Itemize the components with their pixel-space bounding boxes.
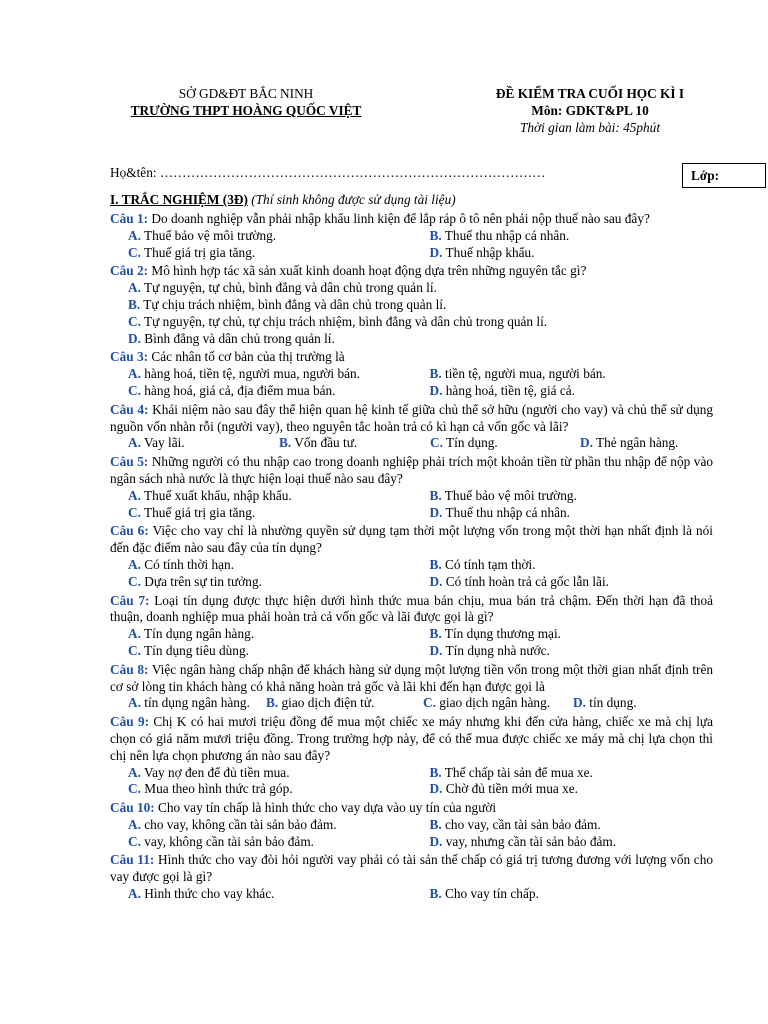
option-b: B. Vốn đầu tư.: [278, 435, 358, 451]
question: [110, 800, 713, 850]
option-d: D. hàng hoá, tiền tệ, giá cả.: [429, 382, 575, 398]
question-text: Chị K có hai mươi triệu đồng để mua một chiếc xe máy nhưng khi đến cửa hàng, chiếc xe mà chị lựa chọn có giá năm mươi triệu đồng. Trong trường hợp này, để có thể mua được chiếc xe máy mà chị lựa chọn thì chị nên lựa chọn phương án nào sau đây?: [110, 714, 713, 763]
question-text: Khái niệm nào sau đây thể hiện quan hệ kinh tế giữa chủ thể sở hữu (người cho vay) và chủ thể sử dụng nguồn vốn nhàn rỗi (người vay), theo nguyên tắc hoàn trả có kì hạn cả vốn gốc và lãi?: [110, 401, 714, 434]
question-label: Câu 10:: [110, 800, 155, 816]
section-heading: [110, 192, 720, 208]
student-name-line: Họ&tên: ……………………………………………………………………………: [110, 165, 546, 180]
question-text: Việc ngân hàng chấp nhận để khách hàng sử dụng một lượng tiền vốn trong một thời gian nhất định trên cơ sở lòng tin khách hàng có khả năng hoàn trả gốc và lãi khi đến hạn được gọi là: [110, 661, 714, 694]
option-d: D. Thuế nhập khẩu.: [429, 244, 535, 260]
option-a: A. Có tính thời hạn.: [128, 556, 235, 572]
question-label: Câu 8:: [110, 661, 149, 677]
option-a: A. hàng hoá, tiền tệ, người mua, người bán.: [128, 366, 360, 382]
exam-duration: Thời gian làm bài: 45phút: [519, 120, 661, 135]
option-a: A. Vay nợ đen để đủ tiền mua.: [128, 764, 290, 780]
option-c: C. Tự nguyện, tự chủ, tự chịu trách nhiệm, bình đẳng và dân chủ trong quản lí.: [128, 313, 548, 329]
option-b: B. giao dịch điện tử.: [266, 695, 375, 711]
question: [110, 454, 713, 521]
option-a: A. cho vay, không cần tài sản bảo đảm.: [128, 816, 337, 832]
question: [110, 662, 713, 712]
question-text: Các nhân tố cơ bản của thị trường là: [151, 349, 345, 365]
section-title: I. TRẮC NGHIỆM (3Đ): [110, 192, 248, 207]
question: [110, 402, 713, 452]
option-a: A. Hình thức cho vay khác.: [128, 886, 275, 902]
question-text: Việc cho vay chỉ là nhường quyền sử dụng tạm thời một lượng vốn trong một thời hạn nhất định là nói đến đặc điểm nào sau đây của tín dụng?: [110, 523, 714, 556]
option-c: C. Thuế giá trị gia tăng.: [128, 504, 256, 520]
option-c: C. Tín dụng.: [429, 435, 498, 451]
question-label: Câu 9:: [110, 714, 150, 730]
option-b: B. Có tính tạm thời.: [429, 556, 536, 572]
option-b: B. Cho vay tín chấp.: [429, 886, 539, 902]
question-label: Câu 7:: [110, 592, 150, 608]
question-list: [110, 211, 713, 903]
option-a: A. Thuế bảo vệ môi trường.: [128, 227, 277, 243]
option-a: A. Thuế xuất khẩu, nhập khẩu.: [128, 487, 292, 503]
question: [110, 593, 713, 660]
section-note: (Thí sinh không được sử dụng tài liệu): [251, 192, 456, 207]
question-text: Do doanh nghiệp vẫn phải nhập khẩu linh kiện để lắp ráp ô tô nên phải nộp thuế nào sau đây?: [151, 211, 650, 226]
question-text: Cho vay tín chấp là hình thức cho vay dựa vào uy tín của người: [158, 800, 497, 816]
question-text: Loại tín dụng được thực hiện dưới hình thức mua bán chịu, mua bán trả chậm. Đến thời hạn đã thoả thuận, doanh nghiệp mua phải hoàn trả cả vốn gốc và lãi được gọi là gì?: [110, 592, 713, 625]
header-right: [468, 85, 712, 136]
question-label: Câu 1:: [110, 211, 149, 226]
option-d: D. Thuế thu nhập cá nhân.: [429, 504, 570, 520]
option-c: C. giao dịch ngân hàng.: [423, 695, 551, 711]
question-text: Mô hình hợp tác xã sản xuất kinh doanh hoạt động dựa trên những nguyên tắc gì?: [151, 263, 587, 279]
option-b: B. Tín dụng thương mại.: [429, 626, 561, 642]
question-label: Câu 6:: [110, 523, 149, 539]
option-d: D. tín dụng.: [573, 695, 637, 711]
option-d: D. Bình đẳng và dân chủ trong quản lí.: [128, 330, 335, 346]
option-a: A. tín dụng ngân hàng.: [128, 695, 250, 711]
school-name: TRƯỜNG THPT HOÀNG QUỐC VIỆT: [130, 103, 362, 118]
option-c: C. Mua theo hình thức trả góp.: [128, 781, 293, 797]
option-b: B. Thuế thu nhập cá nhân.: [429, 227, 570, 243]
exam-title: ĐỀ KIỂM TRA CUỐI HỌC KÌ I: [495, 86, 685, 101]
question: [110, 523, 713, 590]
option-b: B. Thuế bảo vệ môi trường.: [429, 487, 577, 503]
option-c: C. hàng hoá, giá cả, địa điểm mua bán.: [128, 382, 336, 398]
question-label: Câu 11:: [110, 852, 155, 868]
option-b: B. Tự chịu trách nhiệm, bình đẳng và dân chủ trong quản lí.: [128, 296, 447, 312]
option-b: B. tiền tệ, người mua, người bán.: [429, 366, 606, 382]
header-left: [112, 85, 380, 119]
question: [110, 211, 713, 261]
question-text: Những người có thu nhập cao trong doanh nghiệp phải trích một khoản tiền từ phần thu nhập để nộp vào ngân sách nhà nước là thực hiện loại thuế nào sau đây?: [110, 454, 713, 486]
question: [110, 263, 713, 347]
option-d: D. vay, nhưng cần tài sản bảo đảm.: [429, 833, 617, 849]
option-d: D. Chờ đủ tiền mới mua xe.: [429, 781, 579, 797]
question-label: Câu 2:: [110, 263, 149, 279]
question-label: Câu 3:: [110, 349, 149, 365]
option-b: B. cho vay, cần tài sản bảo đảm.: [429, 816, 601, 832]
option-c: C. Thuế giá trị gia tăng.: [128, 244, 256, 260]
option-c: C. Tín dụng tiêu dùng.: [128, 642, 249, 658]
option-b: B. Thế chấp tài sản để mua xe.: [429, 764, 593, 780]
question-label: Câu 4:: [110, 401, 149, 417]
question: [110, 852, 713, 902]
option-a: A. Tự nguyện, tự chủ, bình đẳng và dân chủ trong quản lí.: [128, 280, 437, 296]
option-c: C. vay, không cần tài sản bảo đảm.: [128, 833, 314, 849]
option-a: A. Vay lãi.: [128, 435, 185, 451]
option-d: D. Thẻ ngân hàng.: [580, 435, 679, 451]
option-c: C. Dựa trên sự tin tưởng.: [128, 573, 262, 589]
class-box: Lớp:: [682, 163, 766, 188]
question: [110, 714, 713, 798]
question: [110, 349, 713, 399]
subject-name: Môn: GDKT&PL 10: [531, 103, 649, 118]
option-d: D. Tín dụng nhà nước.: [429, 642, 550, 658]
question-text: Hình thức cho vay đòi hỏi người vay phải có tài sản thế chấp có giá trị tương đương với lượng vốn cho vay được gọi là gì?: [110, 852, 714, 885]
option-a: A. Tín dụng ngân hàng.: [128, 626, 255, 642]
department-name: SỞ GD&ĐT BẮC NINH: [178, 86, 314, 101]
option-d: D. Có tính hoàn trả cả gốc lẫn lãi.: [429, 573, 609, 589]
question-label: Câu 5:: [110, 454, 149, 470]
